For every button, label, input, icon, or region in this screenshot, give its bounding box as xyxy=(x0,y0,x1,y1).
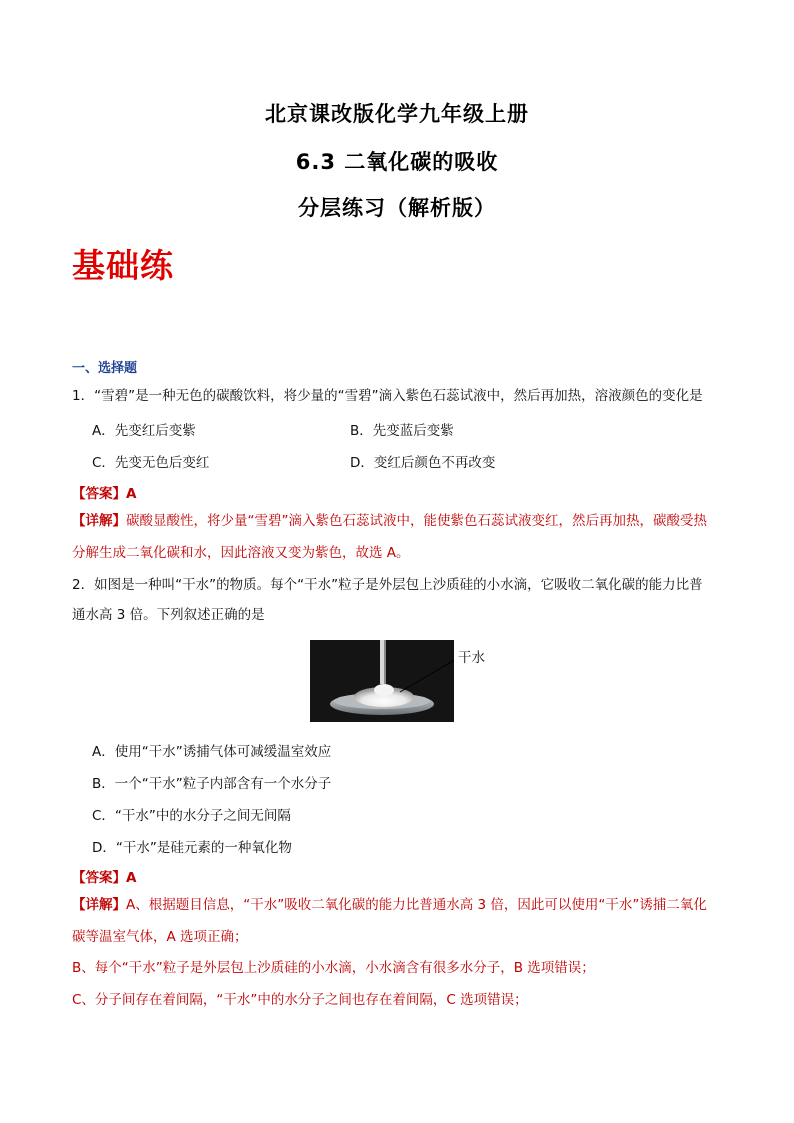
q1-detail-line2: 分解生成二氧化碳和水，因此溶液又变为紫色，故选 A。 xyxy=(72,545,410,561)
figure-pointer-line xyxy=(310,640,454,722)
document-title-line2: 6.3 二氧化碳的吸收 xyxy=(295,150,499,174)
q2-option-a: A．使用“干水”诱捕气体可减缓温室效应 xyxy=(92,744,332,760)
q2-stem-line1: 2．如图是一种叫“干水”的物质。每个“干水”粒子是外层包上沙质硅的小水滴，它吸收二氧化碳的能力比普 xyxy=(72,577,703,593)
dry-water-photo xyxy=(310,640,454,722)
q1-stem: 1．“雪碧”是一种无色的碳酸饮料，将少量的“雪碧”滴入紫色石蕊试液中，然后再加热，溶液颜色的变化是 xyxy=(72,388,703,404)
q1-option-d: D．变红后颜色不再改变 xyxy=(350,455,496,471)
question-type-heading: 一、选择题 xyxy=(72,361,138,376)
section-title: 基础练 xyxy=(72,246,174,285)
document-title-line1: 北京课改版化学九年级上册 xyxy=(265,102,529,126)
q1-detail-text1: 碳酸显酸性，将少量“雪碧”滴入紫色石蕊试液中，能使紫色石蕊试液变红，然后再加热，碳酸受热 xyxy=(126,513,707,529)
q2-detail-line1 xyxy=(72,895,728,915)
q2-answer: 【答案】A xyxy=(72,870,137,886)
q1-detail-label: 【详解】 xyxy=(72,513,126,529)
q2-option-d: D．“干水”是硅元素的一种氧化物 xyxy=(92,840,292,856)
q2-detail-label: 【详解】 xyxy=(72,897,126,913)
q1-detail-line1 xyxy=(72,511,728,531)
q1-option-c: C．先变无色后变红 xyxy=(92,455,210,471)
q1-answer: 【答案】A xyxy=(72,486,137,502)
q2-option-c: C．“干水”中的水分子之间无间隔 xyxy=(92,808,291,824)
q2-detail-line4: C、分子间存在着间隔，“干水”中的水分子之间也存在着间隔，C 选项错误； xyxy=(72,992,528,1008)
document-title-line3: 分层练习（解析版） xyxy=(298,196,496,220)
q2-detail-text1: A、根据题目信息，“干水”吸收二氧化碳的能力比普通水高 3 倍，因此可以使用“干水”诱捕二氧化 xyxy=(126,897,707,913)
q1-option-a: A．先变红后变紫 xyxy=(92,423,196,439)
q2-option-b: B．一个“干水”粒子内部含有一个水分子 xyxy=(92,776,332,792)
figure-label-dry-water: 干水 xyxy=(458,650,485,666)
q2-stem-line2: 通水高 3 倍。下列叙述正确的是 xyxy=(72,607,265,623)
q2-detail-line2: 碳等温室气体，A 选项正确； xyxy=(72,929,248,945)
q2-detail-line3: B、每个“干水”粒子是外层包上沙质硅的小水滴，小水滴含有很多水分子，B 选项错误； xyxy=(72,960,595,976)
q1-option-b: B．先变蓝后变紫 xyxy=(350,423,454,439)
